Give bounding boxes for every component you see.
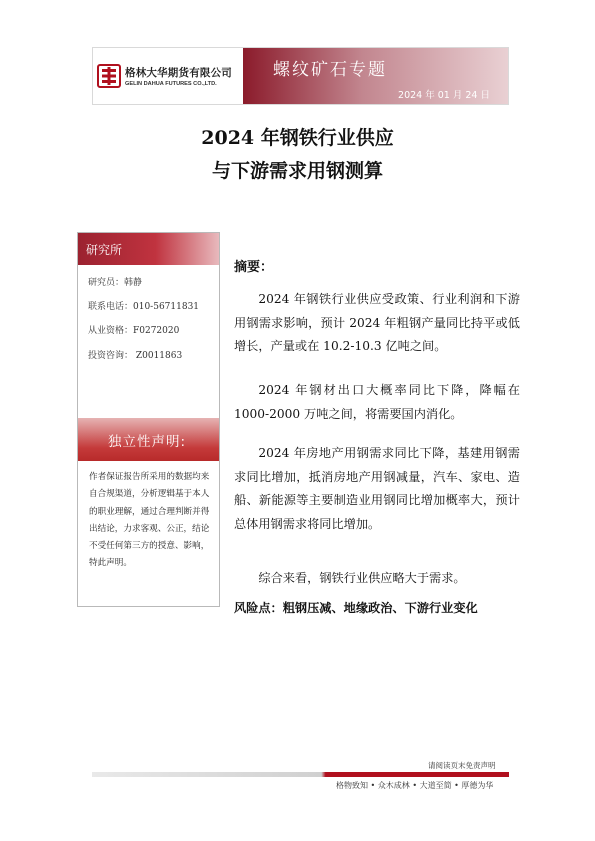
research-sidebar xyxy=(77,232,220,607)
declaration-heading: 独立性声明: xyxy=(108,434,187,450)
sidebar-heading-bar xyxy=(78,233,219,265)
declaration-heading-bar xyxy=(78,418,219,461)
risk-points: 风险点：粗钢压减、地缘政治、下游行业变化 xyxy=(234,601,478,615)
disclaimer-note: 请阅读页末免责声明 xyxy=(428,761,496,770)
report-header xyxy=(92,47,509,105)
report-date: 2024 年 01 月 24 日 xyxy=(398,90,490,101)
report-category: 螺纹矿石专题 xyxy=(273,60,387,80)
company-slogan: 格物致知 • 众木成林 • 大道至简 • 厚德为华 xyxy=(336,781,494,790)
company-logo-icon xyxy=(97,64,121,88)
researcher-name: 研究员：韩静 xyxy=(88,278,143,288)
header-banner xyxy=(243,48,508,104)
company-name-cn: 格林大华期货有限公司 xyxy=(125,67,232,79)
contact-phone: 联系电话：010-56711831 xyxy=(88,302,200,312)
summary-paragraph: 2024 年钢铁行业供应受政策、行业利润和下游用钢需求影响，预计 2024 年粗钢产量同比持平或低增长，产量或在 10.2-10.3 亿吨之间。 xyxy=(234,292,520,353)
report-title-line-2: 与下游需求用钢测算 xyxy=(211,160,383,182)
summary-label: 摘要： xyxy=(234,260,274,275)
sidebar-heading: 研究所 xyxy=(86,243,123,257)
qualification-number: 从业资格：F0272020 xyxy=(88,326,180,336)
company-name-en: GELIN DAHUA FUTURES CO.,LTD. xyxy=(125,81,217,87)
summary-paragraph: 2024 年房地产用钢需求同比下降，基建用钢需求同比增加，抵消房地产用钢减量，汽车、家电、造船、新能源等主要制造业用钢同比增加概率大，预计总体用钢需求将同比增加。 xyxy=(234,446,520,531)
summary-paragraph: 综合来看，钢铁行业供应略大于需求。 xyxy=(258,571,466,585)
report-title-line-1: 2024 年钢铁行业供应 xyxy=(201,127,394,149)
consulting-number: 投资咨询： Z0011863 xyxy=(88,351,183,361)
summary-paragraph: 2024 年钢材出口大概率同比下降，降幅在 1000-2000 万吨之间，将需要国内消化。 xyxy=(234,383,520,421)
declaration-text: 作者保证报告所采用的数据均来自合规渠道，分析逻辑基于本人的职业理解，通过合理判断并得出结论，力求客观、公正，结论不受任何第三方的授意、影响，特此声明。 xyxy=(89,472,210,569)
footer-divider xyxy=(92,772,509,777)
company-logo xyxy=(93,48,243,104)
